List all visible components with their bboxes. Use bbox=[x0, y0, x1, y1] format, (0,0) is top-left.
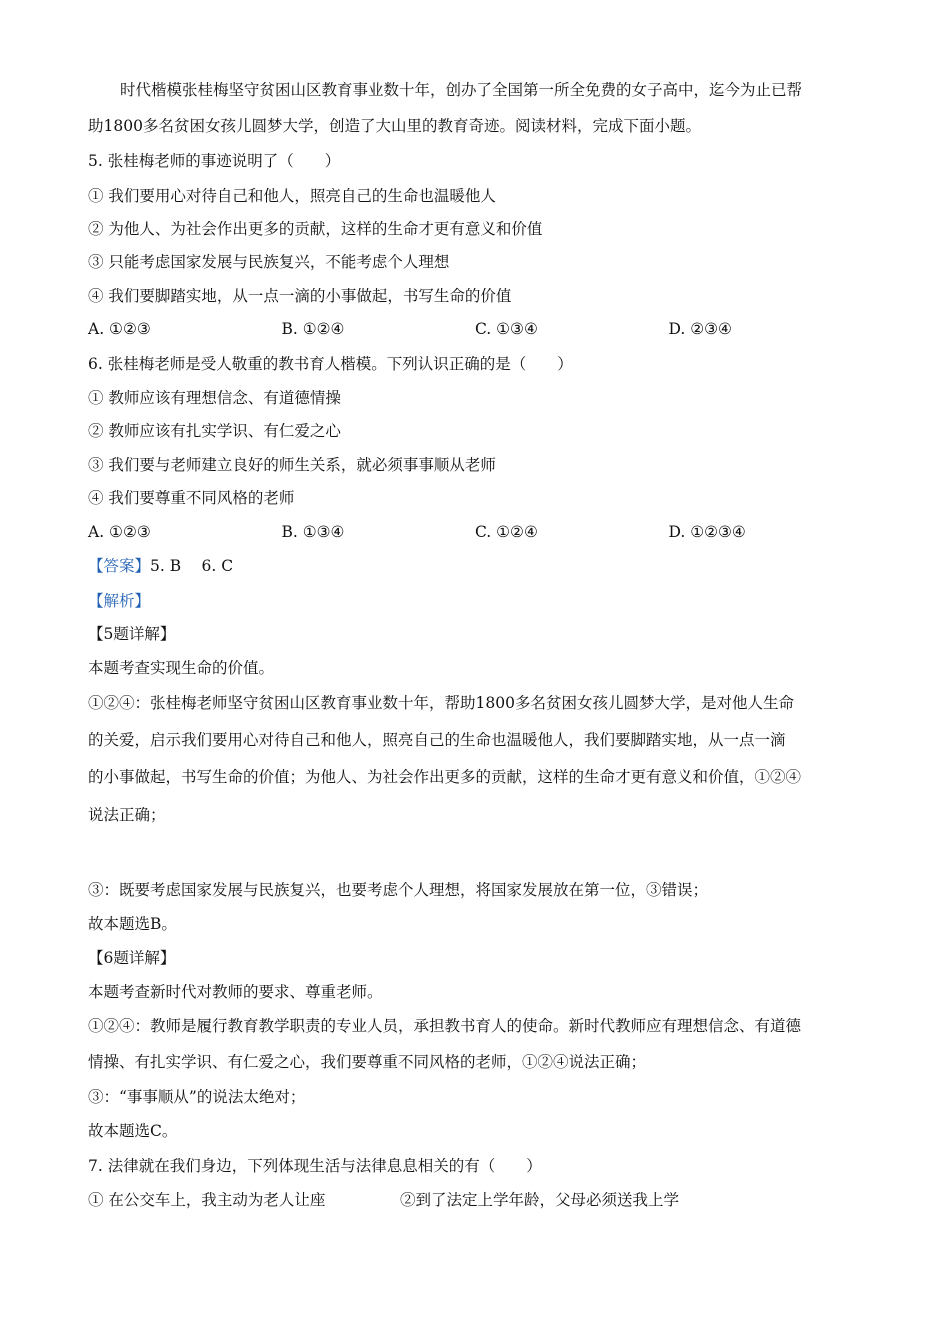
d5-line-6: ③：既要考虑国家发展与民族复兴，也要考虑个人理想，将国家发展放在第一位，③错误； bbox=[88, 881, 709, 899]
q6-statement-2: ② 教师应该有扎实学识、有仁爱之心 bbox=[88, 422, 341, 440]
d5-line-4: 的小事做起，书写生命的价值；为他人、为社会作出更多的贡献，这样的生命才更有意义和价值，①②④ bbox=[88, 768, 802, 786]
q6-options bbox=[88, 521, 862, 543]
d5-line-5: 说法正确； bbox=[88, 806, 166, 824]
q5-statement-4: ④ 我们要脚踏实地，从一点一滴的小事做起，书写生命的价值 bbox=[88, 287, 512, 305]
q5-statement-2: ② 为他人、为社会作出更多的贡献，这样的生命才更有意义和价值 bbox=[88, 220, 543, 238]
intro-line-1: 时代楷模张桂梅坚守贫困山区教育事业数十年，创办了全国第一所全免费的女子高中，迄今为止已帮 bbox=[120, 81, 803, 99]
q6-option-a: A. ①②③ bbox=[88, 523, 151, 541]
d5-line-2: ①②④：张桂梅老师坚守贫困山区教育事业数十年，帮助1800多名贫困女孩儿圆梦大学，是对他人生命 bbox=[88, 694, 794, 712]
d6-line-4: ③：“事事顺从”的说法太绝对； bbox=[88, 1088, 306, 1106]
q6-statement-3: ③ 我们要与老师建立良好的师生关系，就必须事事顺从老师 bbox=[88, 456, 496, 474]
q5-option-d: D. ②③④ bbox=[668, 320, 732, 338]
q5-option-b: B. ①②④ bbox=[281, 320, 345, 338]
d6-line-1: 本题考查新时代对教师的要求、尊重老师。 bbox=[88, 983, 383, 1001]
analysis-tag: 【解析】 bbox=[88, 592, 151, 610]
q5-options bbox=[88, 318, 862, 340]
d6-line-5: 故本题选C。 bbox=[88, 1122, 178, 1140]
answer-text: 5. B 6. C bbox=[150, 557, 234, 575]
q6-option-b: B. ①③④ bbox=[281, 523, 345, 541]
q6-stem: 6. 张桂梅老师是受人敬重的教书育人楷模。下列认识正确的是（ ） bbox=[88, 355, 573, 373]
q5-stem: 5. 张桂梅老师的事迹说明了（ ） bbox=[88, 152, 341, 170]
d6-line-2: ①②④：教师是履行教育教学职责的专业人员，承担教书育人的使命。新时代教师应有理想信念、有道德 bbox=[88, 1017, 802, 1035]
q6-statement-4: ④ 我们要尊重不同风格的老师 bbox=[88, 489, 295, 507]
q6-option-c: C. ①②④ bbox=[475, 523, 538, 541]
q7-statements bbox=[88, 1189, 862, 1211]
d5-line-1: 本题考查实现生命的价值。 bbox=[88, 659, 275, 677]
q6-option-d: D. ①②③④ bbox=[668, 523, 746, 541]
q7-stem: 7. 法律就在我们身边，下列体现生活与法律息息相关的有（ ） bbox=[88, 1157, 542, 1175]
q5-option-c: C. ①③④ bbox=[475, 320, 538, 338]
q5-statement-3: ③ 只能考虑国家发展与民族复兴，不能考虑个人理想 bbox=[88, 253, 450, 271]
q5-option-a: A. ①②③ bbox=[88, 320, 151, 338]
answer-tag: 【答案】 bbox=[88, 557, 151, 575]
q7-statement-1: ① 在公交车上，我主动为老人让座 bbox=[88, 1191, 326, 1209]
d5-title: 【5题详解】 bbox=[88, 625, 176, 643]
answer-line bbox=[88, 555, 862, 577]
q7-statement-2: ②到了法定上学年龄，父母必须送我上学 bbox=[400, 1191, 680, 1209]
d5-line-3: 的关爱，启示我们要用心对待自己和他人，照亮自己的生命也温暖他人，我们要脚踏实地，从一点一滴 bbox=[88, 731, 786, 749]
d5-line-7: 故本题选B。 bbox=[88, 915, 177, 933]
d6-title: 【6题详解】 bbox=[88, 949, 176, 967]
q5-statement-1: ① 我们要用心对待自己和他人，照亮自己的生命也温暖他人 bbox=[88, 187, 496, 205]
q6-statement-1: ① 教师应该有理想信念、有道德情操 bbox=[88, 389, 341, 407]
intro-line-2: 助1800多名贫困女孩儿圆梦大学，创造了大山里的教育奇迹。阅读材料，完成下面小题。 bbox=[88, 117, 701, 135]
d6-line-3: 情操、有扎实学识、有仁爱之心，我们要尊重不同风格的老师，①②④说法正确； bbox=[88, 1053, 647, 1071]
